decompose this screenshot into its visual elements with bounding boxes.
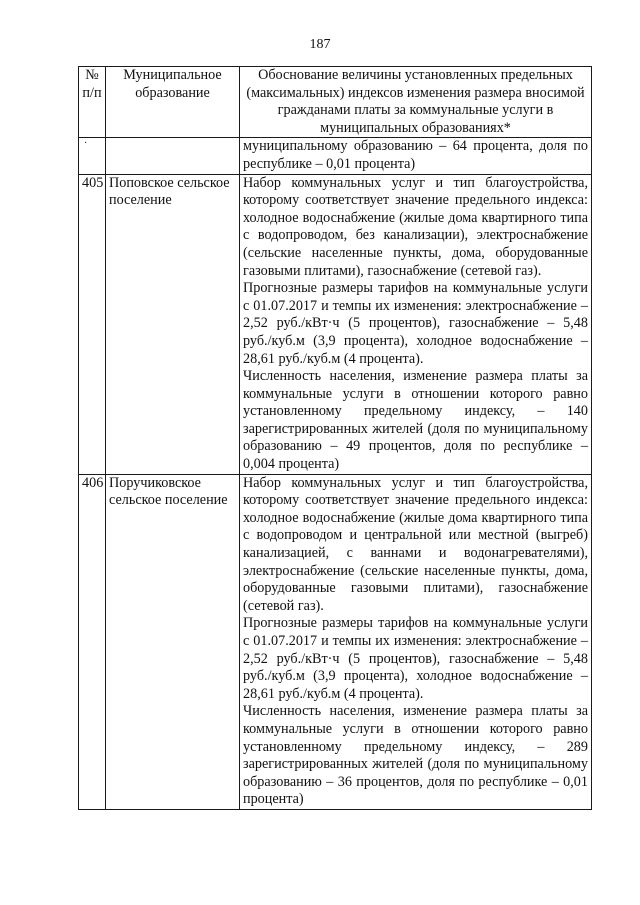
basis-paragraph-services: Набор коммунальных услуг и тип благоустройства, которому соответствует значение предельного индекса: холодное водоснабжение (жилые дома квартирного типа с водопроводом и центральной или местной (выгреб) канализацией, с ваннами и водонагревателями), электроснабжение (сельские населенные пункты, дома, оборудованные газовыми плитами), газоснабжение (сетевой газ). xyxy=(243,474,588,614)
continuation-number-cell xyxy=(79,138,106,174)
continuation-mark: · xyxy=(84,138,88,150)
basis-paragraph-population: Численность населения, изменение размера платы за коммунальные услуги в отношении которого равно установленному предельному индексу, – 289 зарегистрированных жителей (доля по муниципальному образованию – 36 процентов, доля по республике – 0,01 процента) xyxy=(243,703,588,808)
page-number: 187 xyxy=(309,37,331,52)
continuation-text: муниципальному образованию – 64 процента, доля по республике – 0,01 процента) xyxy=(243,138,588,172)
table-row xyxy=(79,174,592,474)
continuation-municipality-cell xyxy=(106,138,240,174)
table-header-row xyxy=(79,67,592,138)
continuation-basis-cell xyxy=(240,138,592,174)
header-municipality xyxy=(106,67,240,138)
header-number xyxy=(79,67,106,138)
basis-paragraph-tariffs: Прогнозные размеры тарифов на коммунальные услуги с 01.07.2017 и темпы их изменения: электроснабжение – 2,52 руб./кВт·ч (5 процентов), газоснабжение – 5,48 руб./куб.м (3,9 процента), холодное водоснабжение – 28,61 руб./куб.м (4 процента). xyxy=(243,280,588,367)
row-basis xyxy=(240,174,592,474)
tariff-index-table xyxy=(78,66,592,810)
table-row-continuation xyxy=(79,138,592,174)
basis-paragraph-population: Численность населения, изменение размера платы за коммунальные услуги в отношении которого равно установленному предельному индексу, – 140 зарегистрированных жителей (доля по муниципальному образованию – 49 процентов, доля по республике – 0,004 процента) xyxy=(243,368,588,473)
row-municipality: Поручиковское сельское поселение xyxy=(106,474,240,809)
header-number-text: № п/п xyxy=(82,67,102,101)
header-municipality-text: Муниципальное образование xyxy=(123,67,222,101)
row-number: 406 xyxy=(79,474,106,809)
header-basis-text: Обоснование величины установленных предельных (максимальных) индексов изменения размера вносимой гражданами платы за коммунальные услуги в муниципальных образованиях* xyxy=(246,67,585,136)
row-number: 405 xyxy=(79,174,106,474)
basis-paragraph-services: Набор коммунальных услуг и тип благоустройства, которому соответствует значение предельного индекса: холодное водоснабжение (жилые дома квартирного типа с водопроводом, без канализации), электроснабжение (сельские населенные пункты, дома, оборудованные газовыми плитами), газоснабжение (сетевой газ). xyxy=(243,174,588,279)
header-basis xyxy=(240,67,592,138)
row-basis xyxy=(240,474,592,809)
table-row xyxy=(79,474,592,809)
row-municipality: Поповское сельское поселение xyxy=(106,174,240,474)
basis-paragraph-tariffs: Прогнозные размеры тарифов на коммунальные услуги с 01.07.2017 и темпы их изменения: электроснабжение – 2,52 руб./кВт·ч (5 процентов), газоснабжение – 5,48 руб./куб.м (3,9 процента), холодное водоснабжение – 28,61 руб./куб.м (4 процента). xyxy=(243,615,588,702)
